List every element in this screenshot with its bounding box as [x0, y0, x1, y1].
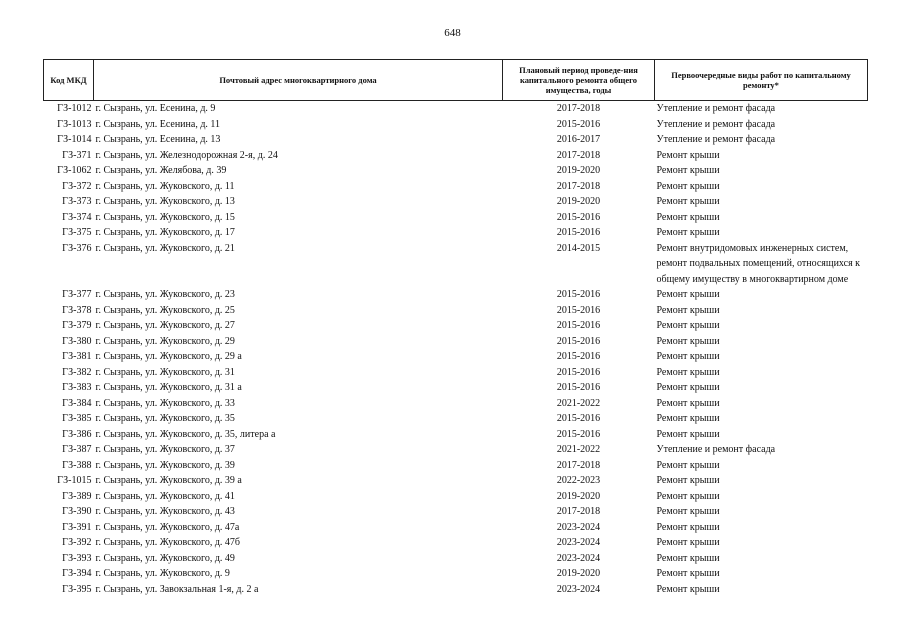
cell-code: ГЗ-1013: [57, 118, 92, 130]
header-period: Плановый период проведе-ния капитального ремонта общего имущества, годы: [503, 60, 655, 101]
cell-address: г. Сызрань, ул. Жуковского, д. 35: [95, 413, 235, 424]
cell-code: ГЗ-376: [62, 242, 92, 254]
table-row: [44, 582, 868, 598]
cell-address: г. Сызрань, ул. Жуковского, д. 33: [95, 397, 235, 409]
table-row: [44, 396, 868, 412]
repair-schedule-table: [43, 59, 868, 597]
table-row: [44, 427, 868, 443]
cell-address: г. Сызрань, ул. Железнодорожная 2-я, д. 24: [95, 149, 278, 161]
cell-address: г. Сызрань, ул. Жуковского, д. 17: [95, 227, 235, 238]
cell-period: 2014-2015: [556, 242, 601, 254]
cell-work: Ремонт крыши: [656, 397, 720, 409]
header-code: Код МКД: [44, 60, 94, 101]
cell-address: г. Сызрань, ул. Жуковского, д. 31 а: [95, 382, 242, 393]
cell-address: г. Сызрань, ул. Желябова, д. 39: [95, 165, 227, 176]
table-row: [44, 566, 868, 582]
cell-address: г. Сызрань, ул. Жуковского, д. 29 а: [95, 351, 242, 362]
table-row: [44, 473, 868, 489]
cell-work: Ремонт крыши: [656, 552, 720, 564]
cell-code: ГЗ-388: [62, 459, 92, 471]
cell-period: 2015-2016: [556, 211, 601, 223]
cell-address: г. Сызрань, ул. Есенина, д. 11: [95, 118, 221, 130]
table-row: [44, 489, 868, 505]
cell-period: 2023-2024: [556, 583, 601, 595]
cell-code: ГЗ-380: [62, 335, 92, 347]
cell-work: Ремонт крыши: [656, 227, 720, 238]
cell-period: 2015-2016: [556, 382, 601, 393]
cell-address: г. Сызрань, ул. Жуковского, д. 37: [95, 444, 235, 455]
table-row: [44, 535, 868, 551]
cell-address: г. Сызрань, ул. Жуковского, д. 31: [95, 366, 235, 378]
table-row: [44, 442, 868, 458]
cell-period: 2015-2016: [556, 118, 601, 130]
cell-address: г. Сызрань, ул. Жуковского, д. 29: [95, 335, 235, 347]
table-row: [44, 101, 868, 117]
cell-address: г. Сызрань, ул. Жуковского, д. 39 а: [95, 475, 242, 486]
cell-address: г. Сызрань, ул. Жуковского, д. 9: [95, 568, 230, 579]
cell-period: 2015-2016: [556, 366, 601, 378]
cell-code: ГЗ-393: [62, 552, 92, 564]
cell-work: Ремонт крыши: [656, 475, 720, 486]
table-row: [44, 551, 868, 567]
cell-code: ГЗ-372: [62, 180, 92, 192]
table-header: [44, 60, 868, 101]
table-row: [44, 148, 868, 164]
cell-work: Ремонт крыши: [656, 196, 720, 207]
cell-address: г. Сызрань, ул. Жуковского, д. 11: [95, 180, 235, 192]
cell-code: ГЗ-386: [62, 428, 92, 440]
cell-code: ГЗ-394: [62, 568, 92, 579]
cell-work: Ремонт крыши: [656, 351, 720, 362]
cell-period: 2023-2024: [556, 537, 601, 548]
table-row: [44, 365, 868, 381]
table-row: [44, 303, 868, 319]
cell-code: ГЗ-379: [62, 320, 92, 331]
table-row: [44, 380, 868, 396]
cell-work: Ремонт крыши: [656, 366, 720, 378]
cell-period: 2015-2016: [556, 413, 601, 424]
cell-code: ГЗ-384: [62, 397, 92, 409]
cell-code: ГЗ-1012: [57, 103, 92, 114]
table-row: [44, 210, 868, 226]
table-row: [44, 225, 868, 241]
cell-period: 2015-2016: [556, 320, 601, 331]
cell-work: Ремонт крыши: [656, 506, 720, 517]
cell-code: ГЗ-378: [62, 304, 92, 316]
table-row: [44, 349, 868, 365]
cell-address: г. Сызрань, ул. Жуковского, д. 47б: [95, 537, 241, 548]
cell-code: ГЗ-391: [62, 521, 92, 533]
cell-address: г. Сызрань, ул. Жуковского, д. 35, литера а: [95, 428, 276, 440]
table-row: [44, 194, 868, 210]
table-row: [44, 241, 868, 288]
cell-period: 2017-2018: [556, 506, 601, 517]
cell-address: г. Сызрань, ул. Есенина, д. 9: [95, 103, 216, 114]
header-address: Почтовый адрес многоквартирного дома: [94, 60, 503, 101]
table-row: [44, 334, 868, 350]
table-row: [44, 520, 868, 536]
cell-address: г. Сызрань, ул. Жуковского, д. 43: [95, 506, 235, 517]
cell-period: 2017-2018: [556, 459, 601, 471]
cell-code: ГЗ-390: [62, 506, 92, 517]
cell-work: Ремонт крыши: [656, 428, 720, 440]
cell-work: Ремонт крыши: [656, 289, 720, 300]
cell-address: г. Сызрань, ул. Жуковского, д. 23: [95, 289, 235, 300]
cell-address: г. Сызрань, ул. Жуковского, д. 13: [95, 196, 235, 207]
cell-period: 2015-2016: [556, 351, 601, 362]
cell-address: г. Сызрань, ул. Жуковского, д. 49: [95, 552, 235, 564]
table-row: [44, 179, 868, 195]
cell-work: Утепление и ремонт фасада: [656, 134, 776, 145]
cell-address: г. Сызрань, ул. Жуковского, д. 47а: [95, 521, 240, 533]
cell-period: 2015-2016: [556, 428, 601, 440]
cell-work: Ремонт крыши: [656, 568, 720, 579]
cell-work: Ремонт крыши: [656, 382, 720, 393]
cell-period: 2015-2016: [556, 227, 601, 238]
cell-code: ГЗ-385: [62, 413, 92, 424]
cell-period: 2015-2016: [556, 289, 601, 300]
header-works: Первоочередные виды работ по капитальному ремонту*: [655, 60, 868, 101]
table-row: [44, 117, 868, 133]
cell-address: г. Сызрань, ул. Завокзальная 1-я, д. 2 а: [95, 583, 259, 595]
cell-period: 2017-2018: [556, 103, 601, 114]
cell-address: г. Сызрань, ул. Жуковского, д. 27: [95, 320, 235, 331]
cell-code: ГЗ-1015: [57, 475, 92, 486]
cell-period: 2021-2022: [556, 397, 601, 409]
cell-period: 2019-2020: [556, 568, 601, 579]
cell-work: Ремонт крыши: [656, 521, 720, 533]
cell-code: ГЗ-387: [62, 444, 92, 455]
cell-code: ГЗ-1014: [57, 134, 92, 145]
cell-work: Утепление и ремонт фасада: [656, 103, 776, 114]
table-row: [44, 132, 868, 148]
cell-period: 2015-2016: [556, 335, 601, 347]
cell-address: г. Сызрань, ул. Жуковского, д. 39: [95, 459, 235, 471]
cell-code: ГЗ-383: [62, 382, 92, 393]
cell-code: ГЗ-375: [62, 227, 92, 238]
cell-address: г. Сызрань, ул. Есенина, д. 13: [95, 134, 221, 145]
cell-code: ГЗ-371: [62, 149, 92, 161]
cell-address: г. Сызрань, ул. Жуковского, д. 25: [95, 304, 235, 316]
cell-period: 2017-2018: [556, 180, 601, 192]
cell-work: Ремонт крыши: [656, 180, 720, 192]
cell-code: ГЗ-1062: [57, 165, 92, 176]
cell-code: ГЗ-381: [62, 351, 92, 362]
cell-work: Ремонт крыши: [656, 537, 720, 548]
table-row: [44, 458, 868, 474]
cell-code: ГЗ-382: [62, 366, 92, 378]
table-row: [44, 504, 868, 520]
cell-work: Ремонт крыши: [656, 335, 720, 347]
cell-work: Ремонт крыши: [656, 583, 720, 595]
cell-period: 2023-2024: [556, 521, 601, 533]
cell-code: ГЗ-377: [62, 289, 92, 300]
cell-period: 2019-2020: [556, 490, 601, 502]
cell-period: 2021-2022: [556, 444, 601, 455]
cell-work: Ремонт крыши: [656, 320, 720, 331]
cell-work: Ремонт крыши: [656, 149, 720, 161]
cell-code: ГЗ-392: [62, 537, 92, 548]
table-row: [44, 163, 868, 179]
cell-work: Ремонт крыши: [656, 490, 720, 502]
table-row: [44, 411, 868, 427]
cell-work: Ремонт внутридомовых инженерных систем, ремонт подвальных помещений, относящихся к общему имуществу в многоквартирном доме: [656, 242, 861, 285]
cell-period: 2019-2020: [556, 196, 601, 207]
cell-period: 2023-2024: [556, 552, 601, 564]
page-number: 648: [444, 27, 461, 39]
cell-work: Утепление и ремонт фасада: [656, 118, 776, 130]
cell-work: Ремонт крыши: [656, 165, 720, 176]
cell-address: г. Сызрань, ул. Жуковского, д. 15: [95, 211, 235, 223]
cell-work: Ремонт крыши: [656, 211, 720, 223]
cell-work: Ремонт крыши: [656, 304, 720, 316]
cell-work: Ремонт крыши: [656, 459, 720, 471]
cell-address: г. Сызрань, ул. Жуковского, д. 21: [95, 242, 235, 254]
cell-address: г. Сызрань, ул. Жуковского, д. 41: [95, 490, 235, 502]
table-row: [44, 318, 868, 334]
cell-period: 2022-2023: [556, 475, 601, 486]
cell-code: ГЗ-395: [62, 583, 92, 595]
cell-code: ГЗ-374: [62, 211, 92, 223]
cell-code: ГЗ-373: [62, 196, 92, 207]
cell-period: 2016-2017: [556, 134, 601, 145]
cell-period: 2019-2020: [556, 165, 601, 176]
cell-period: 2015-2016: [556, 304, 601, 316]
table-body: [44, 101, 868, 598]
cell-code: ГЗ-389: [62, 490, 92, 502]
cell-work: Ремонт крыши: [656, 413, 720, 424]
table-row: [44, 287, 868, 303]
cell-period: 2017-2018: [556, 149, 601, 161]
cell-work: Утепление и ремонт фасада: [656, 444, 776, 455]
